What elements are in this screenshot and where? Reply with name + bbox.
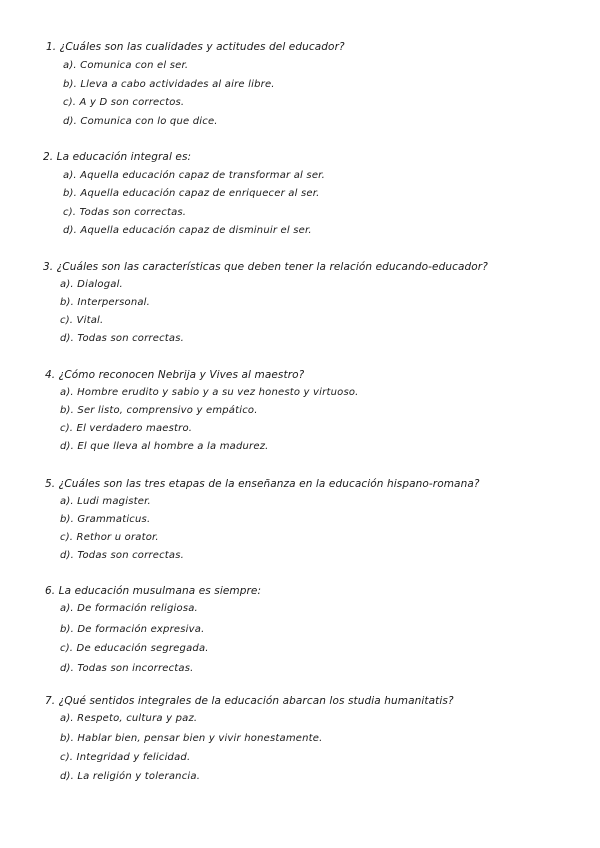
question-prompt: ¿Cuáles son las cualidades y actitudes del educador?: [59, 41, 345, 53]
option-d: d). El que lleva al hombre a la madurez.: [60, 441, 269, 452]
option-c: c). De educación segregada.: [60, 643, 209, 654]
option-b: b). Grammaticus.: [60, 514, 151, 525]
question-number: 1.: [46, 41, 57, 53]
question-7-text: [45, 695, 454, 707]
question-prompt: ¿Cuáles son las tres etapas de la enseñanza en la educación hispano-romana?: [58, 478, 480, 490]
option-d: d). Todas son correctas.: [60, 333, 185, 344]
question-prompt: ¿Qué sentidos integrales de la educación abarcan los studia humanitatis?: [58, 695, 454, 707]
option-b: b). De formación expresiva.: [60, 624, 205, 635]
question-number: 6.: [45, 585, 56, 597]
option-a: a). De formación religiosa.: [60, 603, 198, 614]
option-a: a). Ludi magister.: [60, 496, 151, 507]
option-c: c). El verdadero maestro.: [60, 423, 193, 434]
option-b: b). Hablar bien, pensar bien y vivir honestamente.: [60, 733, 323, 744]
option-c: c). A y D son correctos.: [63, 97, 185, 108]
option-d: d). Comunica con lo que dice.: [63, 116, 218, 127]
option-b: b). Aquella educación capaz de enriquecer al ser.: [63, 188, 320, 199]
question-prompt: La educación musulmana es siempre:: [58, 585, 262, 597]
question-number: 2.: [43, 151, 54, 163]
question-prompt: ¿Cuáles son las características que deben tener la relación educando-educador?: [56, 261, 488, 273]
option-d: d). Todas son incorrectas.: [60, 663, 194, 674]
option-d: d). Todas son correctas.: [60, 550, 185, 561]
question-number: 7.: [45, 695, 56, 707]
question-1-text: [46, 41, 345, 53]
question-number: 5.: [45, 478, 56, 490]
question-3-text: [43, 261, 488, 273]
question-number: 4.: [45, 369, 56, 381]
question-2-text: [43, 151, 191, 163]
option-a: a). Respeto, cultura y paz.: [60, 713, 198, 724]
option-a: a). Aquella educación capaz de transformar al ser.: [63, 170, 325, 181]
option-d: d). La religión y tolerancia.: [60, 771, 201, 782]
question-prompt: La educación integral es:: [56, 151, 192, 163]
question-prompt: ¿Cómo reconocen Nebrija y Vives al maestro?: [58, 369, 305, 381]
question-4-text: [45, 369, 304, 381]
option-a: a). Comunica con el ser.: [63, 60, 189, 71]
question-5-text: [45, 478, 480, 490]
option-a: a). Dialogal.: [60, 279, 123, 290]
option-b: b). Lleva a cabo actividades al aire libre.: [63, 79, 275, 90]
option-d: d). Aquella educación capaz de disminuir el ser.: [63, 225, 312, 236]
option-c: c). Todas son correctas.: [63, 207, 187, 218]
option-c: c). Vital.: [60, 315, 104, 326]
option-c: c). Integridad y felicidad.: [60, 752, 191, 763]
option-c: c). Rethor u orator.: [60, 532, 159, 543]
question-6-text: [45, 585, 261, 597]
option-b: b). Ser listo, comprensivo y empático.: [60, 405, 258, 416]
question-number: 3.: [43, 261, 54, 273]
option-b: b). Interpersonal.: [60, 297, 151, 308]
option-a: a). Hombre erudito y sabio y a su vez honesto y virtuoso.: [60, 387, 359, 398]
